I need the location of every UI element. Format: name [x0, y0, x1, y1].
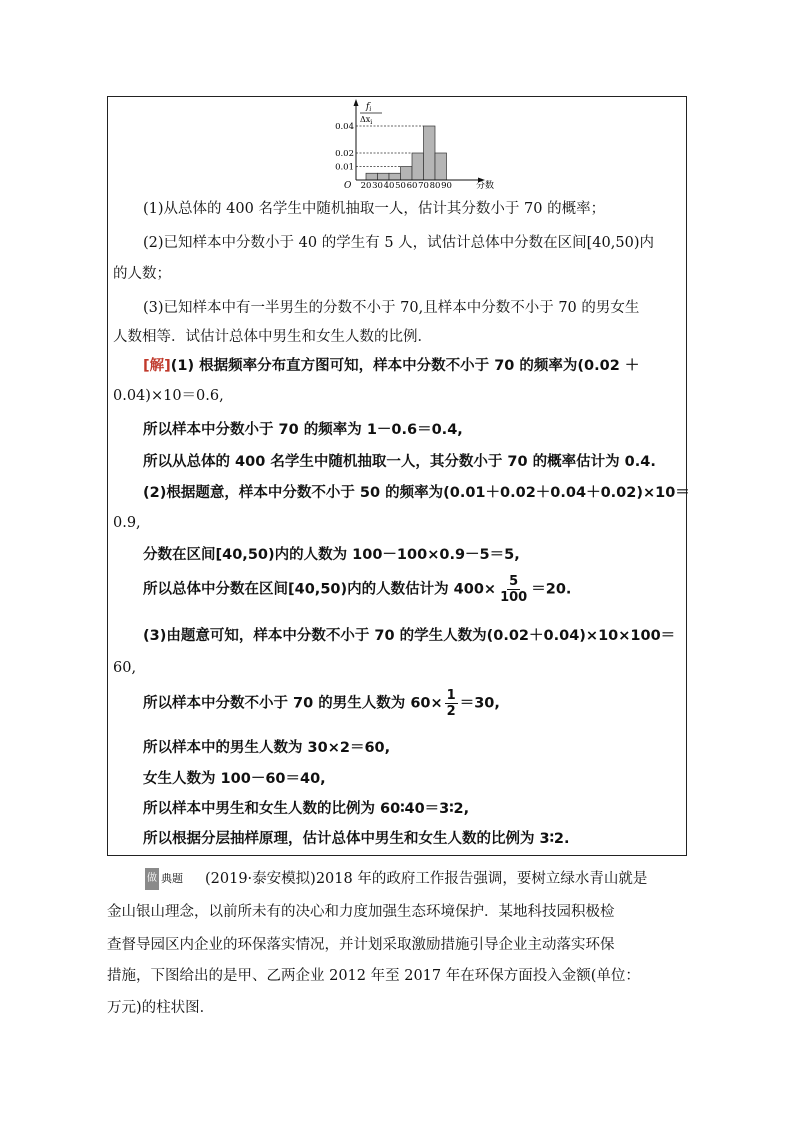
example-badge-label: 典题 — [161, 872, 183, 885]
solution-1-line-2: 0.04)×10＝0.6, — [113, 388, 224, 404]
x-tick-label: 80 — [429, 181, 441, 191]
example-line-5: 万元)的柱状图． — [107, 1000, 215, 1016]
y-tick-label: 0.01 — [335, 162, 354, 173]
histogram-bar — [424, 126, 436, 180]
example-badge-icon: 做 — [145, 868, 159, 890]
solution-2-line-2: 0.9, — [113, 515, 141, 531]
y-tick-label: 0.02 — [335, 149, 354, 159]
question-3-line-1: (3)已知样本中有一半男生的分数不小于 70,且样本中分数不小于 70 的男女生 — [143, 300, 640, 316]
example-line-2: 金山银山理念，以前所未有的决心和力度加强生态环境保护．某地科技园积极检 — [107, 904, 615, 920]
solution-1-line-3: 所以样本中分数小于 70 的频率为 1－0.6＝0.4, — [143, 422, 463, 438]
x-tick-label: 50 — [395, 181, 406, 191]
histogram-bar — [366, 173, 378, 180]
solution-2-line-1: (2)根据题意，样本中分数不小于 50 的频率为(0.01＋0.02＋0.04＋0.02)×10＝ — [143, 485, 690, 501]
x-tick-label: 90 — [441, 181, 452, 191]
solution-tag: [解] — [143, 358, 171, 374]
example-line-4: 措施，下图给出的是甲、乙两企业 2012 年至 2017 年在环保方面投入金额(单位： — [107, 968, 640, 984]
solution-3-line-2: 60, — [113, 660, 137, 676]
solution-2-line-4: 所以总体中分数在区间[40,50)内的人数估计为 400× $\frac{5}{100}$ ＝20. — [143, 574, 572, 605]
example-line-1: 做 典题 (2019·泰安模拟)2018 年的政府工作报告强调，要树立绿水青山就是 — [145, 868, 647, 890]
solution-1-line-4: 所以从总体的 400 名学生中随机抽取一人，其分数小于 70 的概率估计为 0.4. — [143, 454, 656, 470]
y-tick-label: 0.04 — [335, 122, 354, 132]
ylabel-bottom: $\Delta x_i$ — [360, 115, 373, 126]
question-2-line-1: (2)已知样本中分数小于 40 的学生有 5 人，试估计总体中分数在区间[40,50)内 — [143, 235, 654, 251]
solution-3-line-5: 女生人数为 100－60＝40, — [143, 771, 326, 787]
x-tick-label: 30 — [372, 181, 383, 191]
histogram-bar — [389, 173, 401, 180]
origin-label: O — [344, 181, 352, 191]
x-tick-label: 20 — [360, 181, 372, 191]
solution-3-line-7: 所以根据分层抽样原理，估计总体中男生和女生人数的比例为 3∶2. — [143, 831, 570, 847]
question-3-line-2: 人数相等．试估计总体中男生和女生人数的比例． — [113, 329, 432, 345]
ylabel-top: $f_i$ — [366, 102, 372, 113]
fraction-1-2: $\frac{1}{2}$ — [446, 688, 456, 719]
solution-3-line-6: 所以样本中男生和女生人数的比例为 60∶40＝3∶2, — [143, 801, 470, 817]
histogram-bar — [401, 167, 413, 181]
question-2-line-2: 的人数； — [113, 266, 171, 282]
histogram-bar — [412, 153, 424, 180]
solution-3-line-3: 所以样本中分数不小于 70 的男生人数为 60× $\frac{1}{2}$ ＝30, — [143, 688, 500, 719]
histogram-bar — [378, 173, 390, 180]
fraction-5-100: $\frac{5}{100}$ — [500, 574, 528, 605]
x-tick-label: 40 — [383, 181, 395, 191]
example-line-3: 查督导园区内企业的环保落实情况，并计划采取激励措施引导企业主动落实环保 — [107, 937, 615, 953]
solution-3-line-4: 所以样本中的男生人数为 30×2＝60, — [143, 740, 391, 756]
question-1: (1)从总体的 400 名学生中随机抽取一人，估计其分数小于 70 的概率； — [143, 201, 606, 217]
x-tick-label: 70 — [418, 181, 429, 191]
solution-3-line-1: (3)由题意可知，样本中分数不小于 70 的学生人数为(0.02＋0.04)×10×100＝ — [143, 628, 676, 644]
solution-2-line-3: 分数在区间[40,50)内的人数为 100－100×0.9－5＝5, — [143, 547, 520, 563]
histogram-bar — [435, 153, 447, 180]
frequency-histogram — [330, 96, 530, 191]
x-tick-label: 60 — [406, 181, 418, 191]
x-axis-label: 分数 — [476, 181, 495, 191]
solution-1-line-1: [解](1) 根据频率分布直方图可知，样本中分数不小于 70 的频率为(0.02 ＋ — [143, 358, 640, 374]
y-axis-arrow — [354, 99, 359, 106]
